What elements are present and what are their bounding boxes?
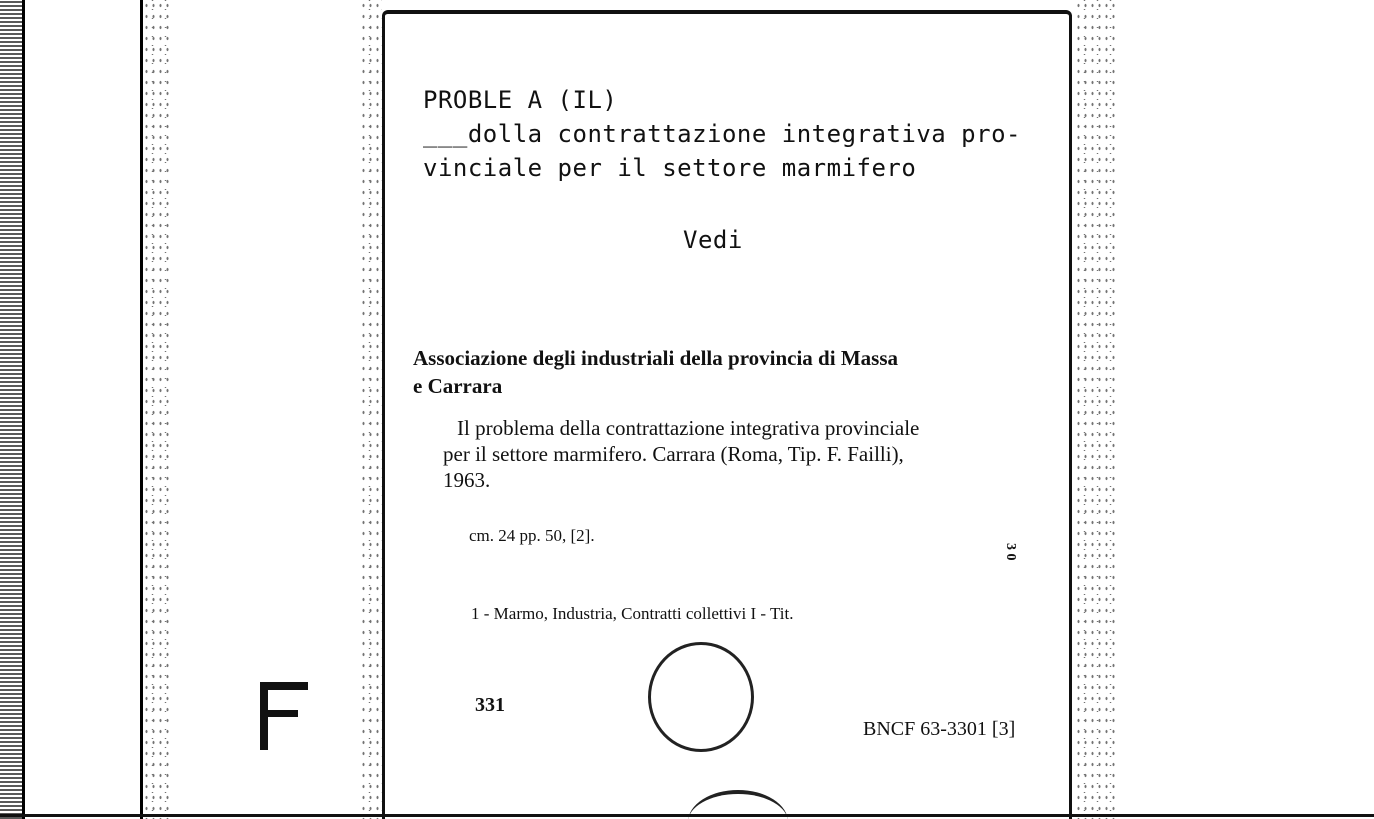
shelfmark: BNCF 63-3301 [3] <box>863 718 1016 740</box>
left-edge-line <box>22 0 25 819</box>
speckle-strip-left <box>143 0 173 819</box>
title-line-2: per il settore marmifero. Carrara (Roma, Tip. F. Failli), <box>443 442 904 466</box>
title-line-3: 1963. <box>443 468 491 492</box>
subject-headings: 1 - Marmo, Industria, Contratti collettivi I - Tit. <box>471 604 794 623</box>
punch-hole-icon <box>648 642 754 752</box>
scan-edge-noise <box>0 0 22 819</box>
vertical-mark: 3 0 <box>1003 543 1018 561</box>
heading-line-1: PROBLE A (IL) <box>423 86 618 114</box>
speckle-strip-card-right <box>1075 0 1115 819</box>
heading-line-3: vinciale per il settore marmifero <box>423 154 917 182</box>
bottom-edge-line <box>0 814 1374 817</box>
see-reference-label: Vedi <box>683 226 743 254</box>
author-line-1: Associazione degli industriali della provincia di Massa <box>413 346 898 370</box>
author-line-2: e Carrara <box>413 374 503 398</box>
card-number: 331 <box>475 694 505 716</box>
speckle-strip-card-left <box>360 0 382 819</box>
collation: cm. 24 pp. 50, [2]. <box>469 526 595 545</box>
drawer-letter-f-icon <box>258 680 310 752</box>
heading-line-2: ___dolla contrattazione integrativa pro- <box>423 120 1021 148</box>
title-line-1: Il problema della contrattazione integrativa provinciale <box>457 416 920 440</box>
